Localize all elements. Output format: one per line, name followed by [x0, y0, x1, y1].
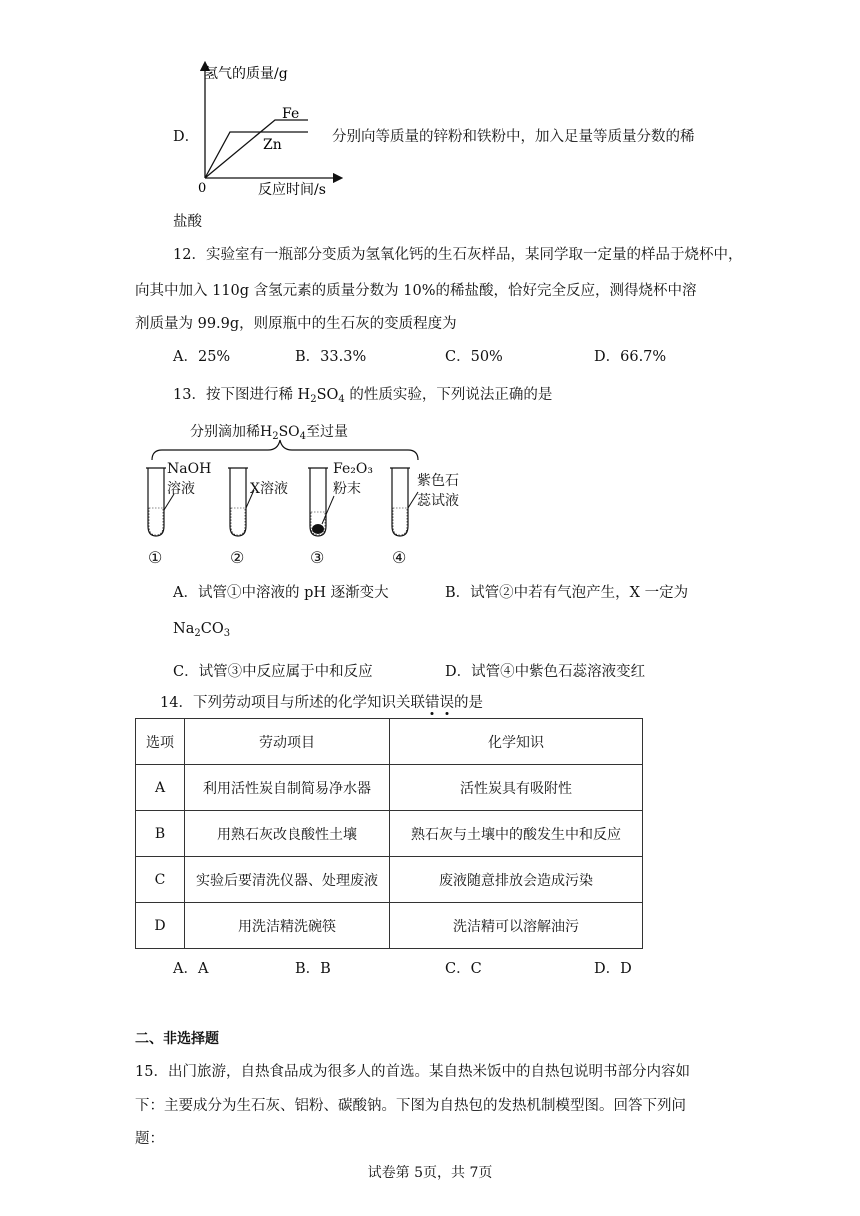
- table-cell: 用熟石灰改良酸性土壤: [185, 811, 390, 857]
- test-tube-2: [228, 468, 254, 536]
- tube-3-label: Fe₂O₃ 粉末: [333, 461, 373, 497]
- origin-label: 0: [198, 181, 207, 196]
- table-row: [136, 765, 643, 811]
- q12-option-a: A．25%: [173, 349, 231, 365]
- section-title: 二、非选择题: [135, 1031, 219, 1047]
- table-header-row: [136, 719, 643, 765]
- q13-option-c: C．试管③中反应属于中和反应: [173, 664, 373, 680]
- q14-option-a: A．A: [173, 961, 209, 977]
- q15-stem-line1: 15．出门旅游，自热食品成为很多人的首选。某自热米饭中的自热包说明书部分内容如: [135, 1064, 690, 1080]
- q15-stem-line3: 题：: [135, 1131, 164, 1147]
- zn-line: [205, 132, 308, 178]
- q13-stem: 13．按下图进行稀 $H_2SO_4$ 的性质实验，下列说法正确的是: [173, 387, 553, 405]
- brace: [152, 440, 418, 460]
- table-cell: B: [136, 811, 185, 857]
- test-tube-4: [390, 468, 418, 536]
- test-tube-3: [308, 468, 334, 536]
- q11-option-d-text: 分别向等质量的锌粉和铁粉中，加入足量等质量分数的稀: [332, 129, 695, 145]
- table-cell: 熟石灰与土壤中的酸发生中和反应: [390, 811, 643, 857]
- table-cell: C: [136, 857, 185, 903]
- table-header-cell: 化学知识: [390, 719, 643, 765]
- q11-option-d-letter: D．: [173, 129, 200, 145]
- y-axis-label: 氢气的质量/g: [204, 66, 288, 82]
- table-cell: A: [136, 765, 185, 811]
- q12-option-d: D．66.7%: [594, 349, 667, 365]
- tube-1-label: NaOH 溶液: [167, 461, 212, 497]
- table-header-cell: 选项: [136, 719, 185, 765]
- q14-option-d: D．D: [594, 961, 632, 977]
- table-row: [136, 857, 643, 903]
- q12-stem-line1: 12．实验室有一瓶部分变质为氢氧化钙的生石灰样品，某同学取一定量的样品于烧杯中，: [173, 247, 743, 263]
- fe-series-label: Fe: [282, 106, 300, 122]
- test-tube-figure: [140, 438, 460, 568]
- table-cell: D: [136, 903, 185, 949]
- q12-option-c: C．50%: [445, 349, 503, 365]
- table-cell: 利用活性炭自制简易净水器: [185, 765, 390, 811]
- q12-option-b: B．33.3%: [295, 349, 367, 365]
- q14-table: [135, 718, 643, 949]
- table-cell: 洗洁精可以溶解油污: [390, 903, 643, 949]
- q13-option-a: A．试管①中溶液的 pH 逐渐变大: [173, 585, 389, 601]
- tube-3-number: ③: [310, 548, 325, 567]
- table-cell: 实验后要清洗仪器、处理废液: [185, 857, 390, 903]
- q12-stem-line3: 剂质量为 99.9g，则原瓶中的生石灰的变质程度为: [135, 316, 457, 332]
- table-cell: 用洗洁精洗碗筷: [185, 903, 390, 949]
- tube-2-label: X溶液: [250, 481, 288, 497]
- q13-brace-label: 分别滴加稀$H_2SO_4$至过量: [190, 424, 349, 442]
- q14-stem: 14．下列劳动项目与所述的化学知识关联错误的是: [160, 695, 483, 711]
- tube-2-number: ②: [230, 548, 245, 567]
- page-footer: 试卷第 5页，共 7页: [367, 1165, 493, 1181]
- tube-1-number: ①: [148, 548, 163, 567]
- q15-stem-line2: 下：主要成分为生石灰、铝粉、碳酸钠。下图为自热包的发热机制模型图。回答下列问: [135, 1098, 686, 1114]
- q12-stem-line2: 向其中加入 110g 含氢元素的质量分数为 10%的稀盐酸，恰好完全反应，测得烧杯中溶: [135, 283, 697, 299]
- table-row: [136, 811, 643, 857]
- tube-4-number: ④: [392, 548, 407, 567]
- x-axis-label: 反应时间/s: [258, 182, 326, 198]
- table-cell: 活性炭具有吸附性: [390, 765, 643, 811]
- table-header-cell: 劳动项目: [185, 719, 390, 765]
- table-row: [136, 903, 643, 949]
- q14-option-b: B．B: [295, 961, 331, 977]
- q13-option-b: B．试管②中若有气泡产生，X 一定为: [445, 585, 689, 601]
- zn-series-label: Zn: [263, 137, 282, 153]
- table-cell: 废液随意排放会造成污染: [390, 857, 643, 903]
- q14-option-c: C．C: [445, 961, 482, 977]
- tube-4-label: 紫色石 蕊试液: [417, 473, 459, 509]
- q11-option-d-text-cont: 盐酸: [173, 214, 202, 230]
- q13-option-b-cont: $Na_2CO_3$: [173, 621, 231, 639]
- q13-option-d: D．试管④中紫色石蕊溶液变红: [445, 664, 646, 680]
